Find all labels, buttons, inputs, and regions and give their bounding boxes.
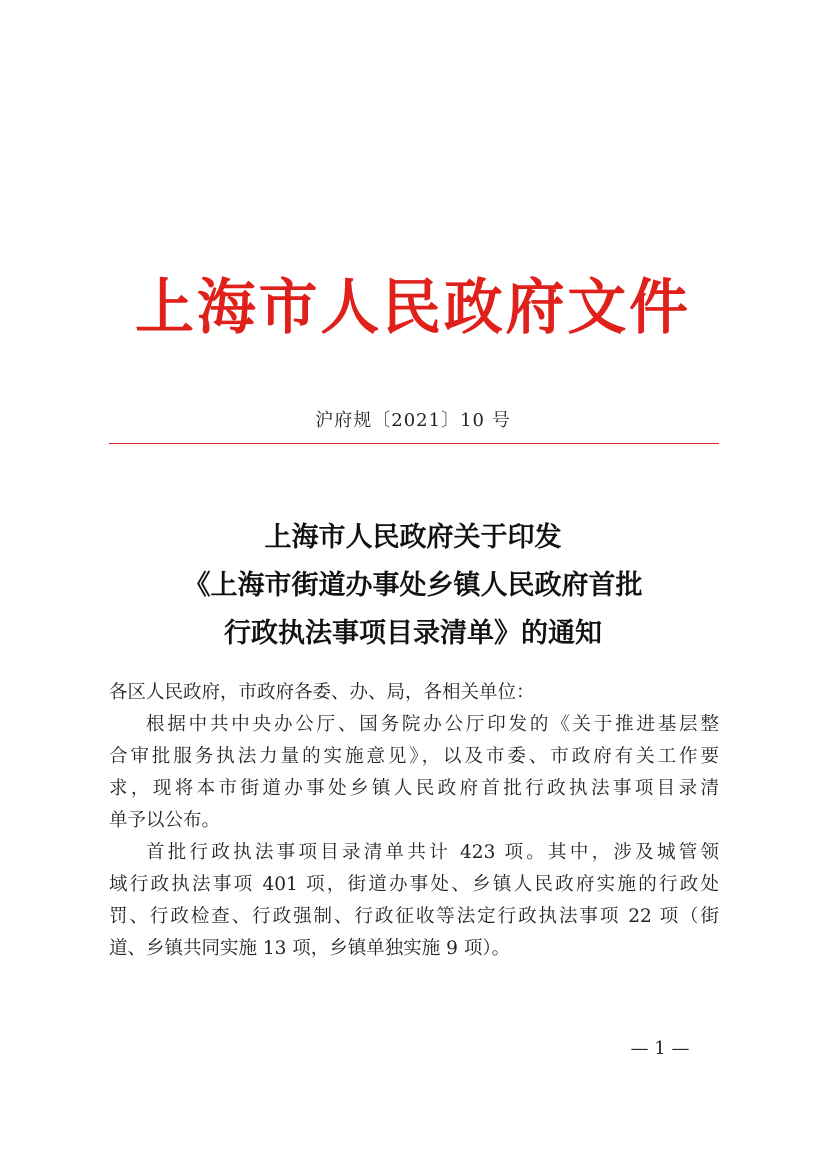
- paragraph-line: 求，现将本市街道办事处乡镇人民政府首批行政执法事项目录清: [109, 778, 719, 799]
- title-line-2: 《上海市街道办事处乡镇人民政府首批: [183, 570, 643, 601]
- title-line-1: 上海市人民政府关于印发: [264, 522, 562, 553]
- paragraph-2: [109, 837, 719, 965]
- salutation: 各区人民政府，市政府各委、办、局，各相关单位：: [109, 682, 535, 703]
- document-masthead: 上海市人民政府文件: [135, 273, 691, 343]
- document-number: 沪府规〔2021〕10 号: [315, 410, 511, 431]
- title-line-3: 行政执法事项目录清单》的通知: [224, 618, 602, 649]
- document-title: [0, 514, 826, 658]
- paragraph-line: 单予以公布。: [109, 810, 221, 831]
- paragraph-line: 道、乡镇共同实施 13 项，乡镇单独实施 9 项）。: [109, 938, 511, 959]
- red-divider-line: [109, 443, 719, 444]
- paragraph-line: 合审批服务执法力量的实施意见》，以及市委、市政府有关工作要: [109, 746, 719, 767]
- paragraph-1: [109, 709, 719, 837]
- page-number: — 1 —: [630, 1038, 690, 1059]
- paragraph-line: 根据中共中央办公厅、国务院办公厅印发的《关于推进基层整: [146, 714, 719, 735]
- paragraph-line: 域行政执法事项 401 项，街道办事处、乡镇人民政府实施的行政处: [109, 874, 719, 895]
- paragraph-line: 首批行政执法事项目录清单共计 423 项。其中，涉及城管领: [146, 842, 719, 863]
- paragraph-line: 罚、行政检查、行政强制、行政征收等法定行政执法事项 22 项（街: [109, 906, 719, 927]
- document-body: [109, 677, 719, 965]
